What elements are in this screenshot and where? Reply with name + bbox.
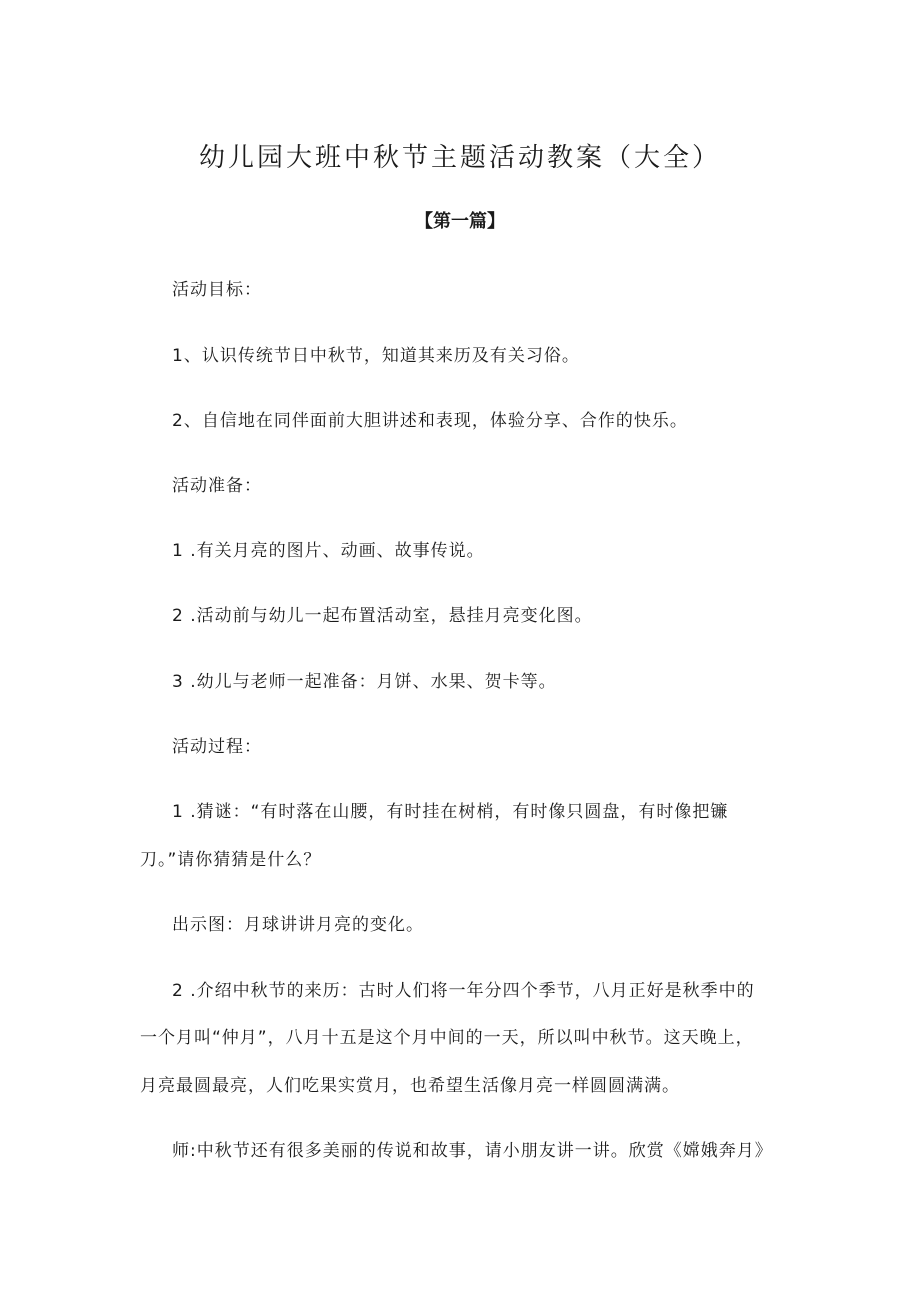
section-heading: 【第一篇】 xyxy=(415,211,505,232)
preparation-item-3: 3 .幼儿与老师一起准备：月饼、水果、贺卡等。 xyxy=(172,672,557,692)
process-item-2-line-3: 月亮最圆最亮，人们吃果实赏月，也希望生活像月亮一样圆圆满满。 xyxy=(140,1076,680,1096)
preparation-item-1: 1 .有关月亮的图片、动画、故事传说。 xyxy=(172,541,485,561)
process-item-2-line-2: 一个月叫“仲月”，八月十五是这个月中间的一天，所以叫中秋节。这天晚上， xyxy=(140,1028,754,1048)
heading-activity-preparation: 活动准备： xyxy=(172,476,262,496)
heading-activity-process: 活动过程： xyxy=(172,737,262,757)
process-item-2-line-1: 2 .介绍中秋节的来历：古时人们将一年分四个季节，八月正好是秋季中的 xyxy=(172,981,755,1001)
goal-item-2: 2、自信地在同伴面前大胆讲述和表现，体验分享、合作的快乐。 xyxy=(172,411,688,431)
document-title: 幼儿园大班中秋节主题活动教案（大全） xyxy=(198,143,721,173)
process-note-show-picture: 出示图：月球讲讲月亮的变化。 xyxy=(172,915,424,935)
preparation-item-2: 2 .活动前与幼儿一起布置活动室，悬挂月亮变化图。 xyxy=(172,606,593,626)
goal-item-1: 1、认识传统节日中秋节，知道其来历及有关习俗。 xyxy=(172,346,580,366)
process-item-1-line-2: 刀。”请你猜猜是什么？ xyxy=(140,850,322,870)
heading-activity-goals: 活动目标： xyxy=(172,280,262,300)
teacher-prompt-line: 师:中秋节还有很多美丽的传说和故事，请小朋友讲一讲。欣赏《嫦娥奔月》 xyxy=(172,1141,773,1161)
process-item-1-line-1: 1 .猜谜：“有时落在山腰，有时挂在树梢，有时像只圆盘，有时像把镰 xyxy=(172,802,729,822)
